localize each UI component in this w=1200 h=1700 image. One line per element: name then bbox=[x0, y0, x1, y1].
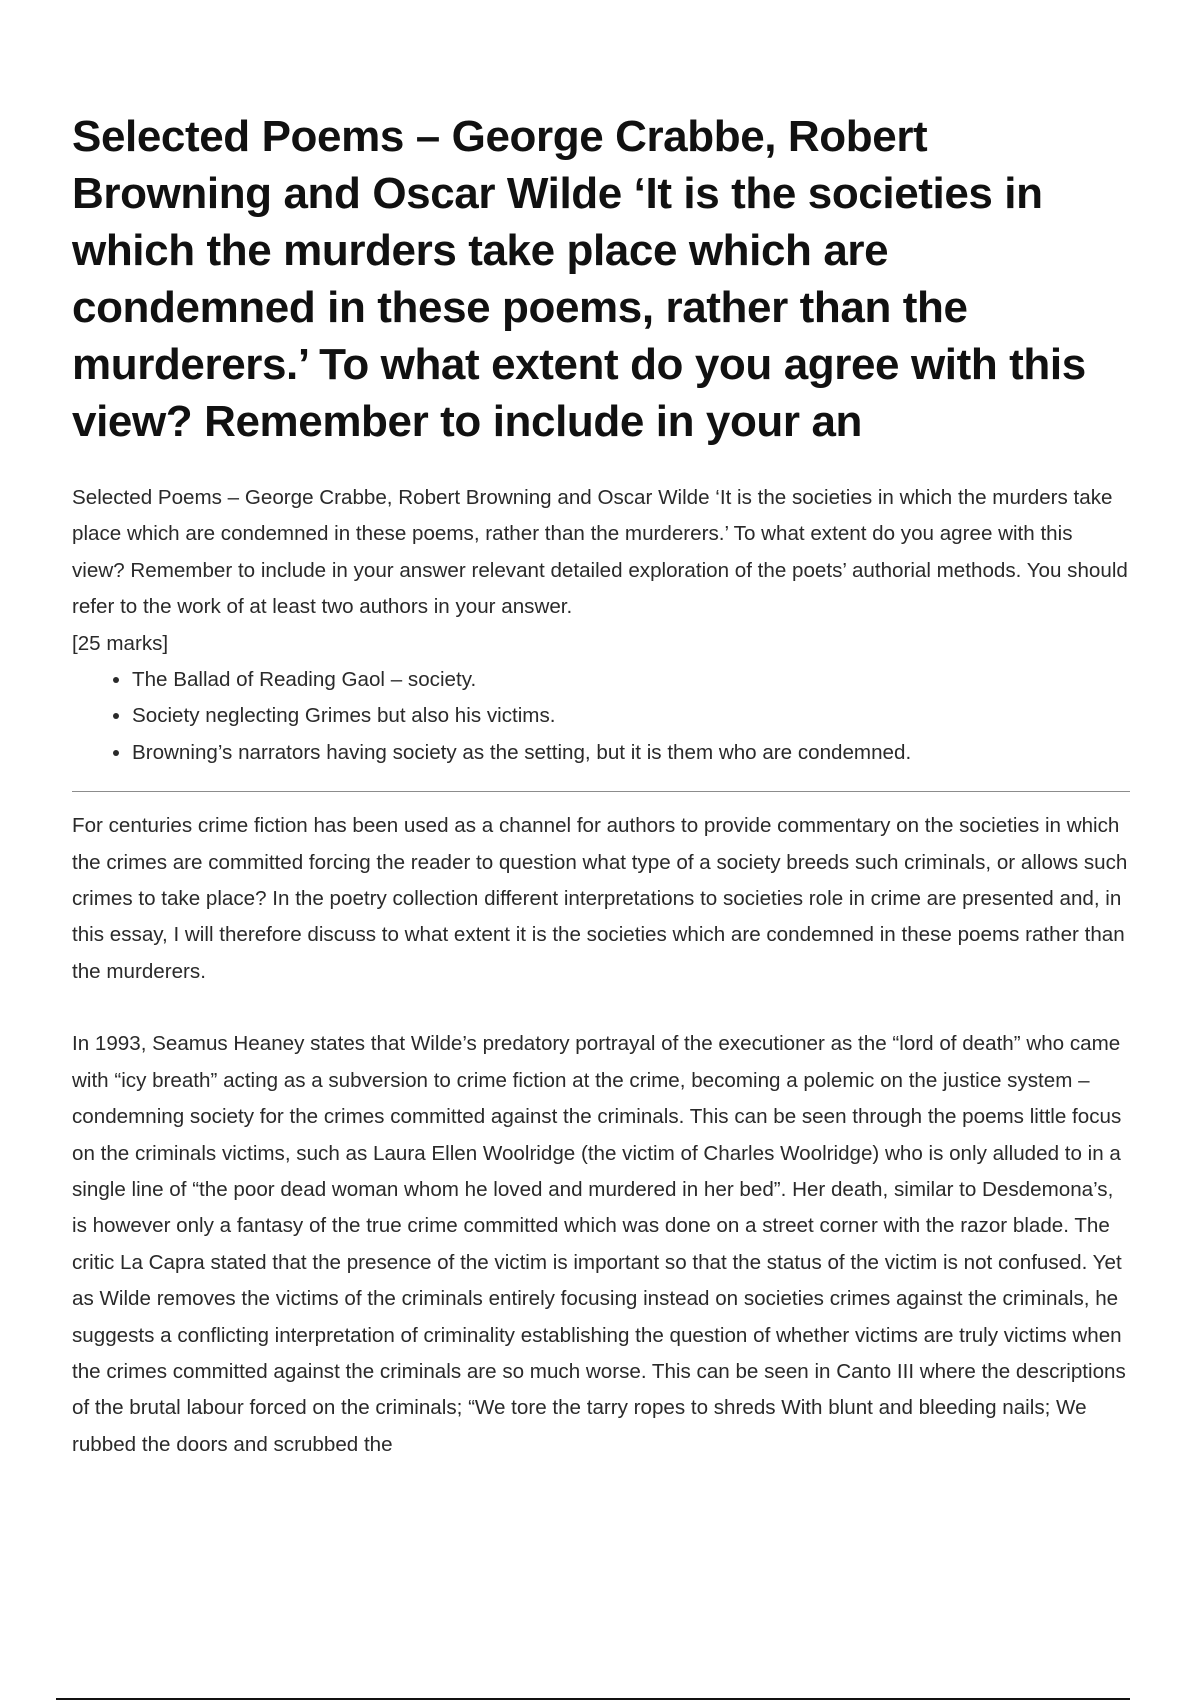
list-item: • Browning’s narrators having society as the setting, but it is them who are condemned. bbox=[132, 735, 1130, 771]
plan-bullet-list bbox=[72, 662, 1130, 771]
essay-prompt: Selected Poems – George Crabbe, Robert Browning and Oscar Wilde ‘It is the societies in which the murders take place which are condemned in these poems, rather than the murderers.’ To what extent do you agree with this view? Remember to include in your answer relevant detailed exploration of the poets’ authorial methods. You should refer to the work of at least two authors in your answer. bbox=[72, 486, 1128, 619]
marks-label: [25 marks] bbox=[72, 631, 169, 655]
document-title: Selected Poems – George Crabbe, Robert Browning and Oscar Wilde ‘It is the societies in which the murders take place which are condemned in these poems, rather than the murderers.’ To what extent do you agree with this view? Remember to include in your an bbox=[72, 112, 1086, 446]
section-divider bbox=[72, 791, 1130, 792]
document-page bbox=[72, 108, 1130, 1463]
list-item: • Society neglecting Grimes but also his victims. bbox=[132, 698, 1130, 734]
list-item: • The Ballad of Reading Gaol – society. bbox=[132, 662, 1130, 698]
essay-paragraph-intro: For centuries crime fiction has been used as a channel for authors to provide commentary on the societies in which the crimes are committed forcing the reader to question what type of a society breeds such criminals, or allows such crimes to take place? In the poetry collection different interpretations to societies role in crime are presented and, in this essay, I will therefore discuss to what extent it is the societies which are condemned in these poems rather than the murderers. bbox=[72, 814, 1128, 983]
essay-paragraph-body: In 1993, Seamus Heaney states that Wilde’s predatory portrayal of the executioner as the “lord of death” who came with “icy breath” acting as a subversion to crime fiction at the crime, becoming a polemic on the justice system – condemning society for the crimes committed against the criminals. This can be seen through the poems little focus on the criminals victims, such as Laura Ellen Woolridge (the victim of Charles Woolridge) who is only alluded to in a single line of “the poor dead woman whom he loved and murdered in her bed”. Her death, similar to Desdemona’s, is however only a fantasy of the true crime committed which was done on a street corner with the razor blade. The critic La Capra stated that the presence of the victim is important so that the status of the victim is not confused. Yet as Wilde removes the victims of the criminals entirely focusing instead on societies crimes against the criminals, he suggests a conflicting interpretation of criminality establishing the question of whether victims are truly victims when the crimes committed against the criminals are so much worse. This can be seen in Canto III where the descriptions of the brutal labour forced on the criminals; “We tore the tarry ropes to shreds With blunt and bleeding nails; We rubbed the doors and scrubbed the bbox=[72, 1032, 1126, 1456]
